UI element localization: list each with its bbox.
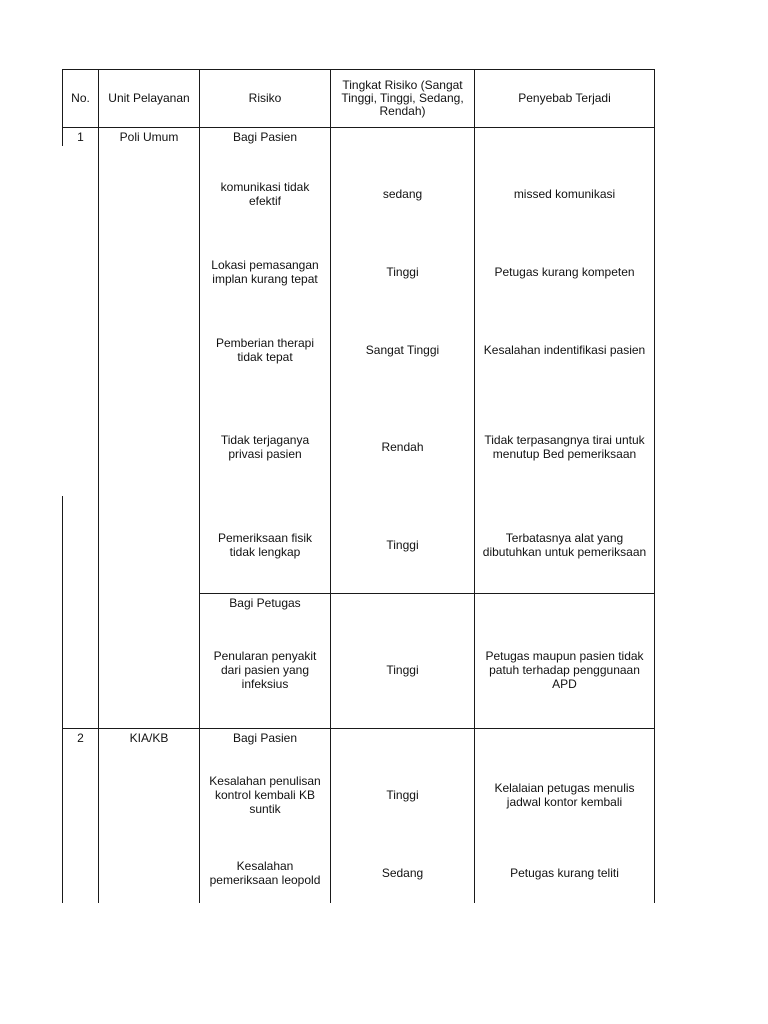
col-border-right (654, 69, 655, 903)
col-divider-no-unit (98, 69, 99, 903)
header-penyebab-terjadi: Penyebab Terjadi (518, 91, 611, 105)
unit1-row5-risiko: Pemeriksaan fisik tidak lengkap (217, 531, 313, 559)
header-no: No. (71, 91, 90, 105)
unit1-row1-penyebab: missed komunikasi (513, 187, 616, 201)
unit2-group-pasien: Bagi Pasien (232, 731, 298, 745)
unit2-row1-tingkat: Tinggi (386, 788, 419, 802)
header-risiko: Risiko (248, 91, 282, 105)
unit1-row6-penyebab: Petugas maupun pasien tidak patuh terhadap penggunaan APD (485, 649, 644, 691)
header-tingkat-risiko: Tingkat Risiko (Sangat Tinggi, Tinggi, Sedang, Rendah) (341, 78, 464, 118)
unit1-row1-risiko: komunikasi tidak efektif (220, 180, 310, 208)
unit1-number: 1 (77, 130, 84, 144)
unit1-row2-penyebab: Petugas kurang kompeten (494, 265, 635, 279)
unit2-row2-tingkat: Sedang (381, 866, 424, 880)
unit1-row4-tingkat: Rendah (381, 440, 424, 454)
unit1-name: Poli Umum (119, 130, 179, 144)
unit1-row2-risiko: Lokasi pemasangan implan kurang tepat (211, 258, 319, 286)
unit2-row1-penyebab: Kelalaian petugas menulis jadwal kontor kembali (494, 781, 635, 809)
unit1-row4-risiko: Tidak terjaganya privasi pasien (220, 433, 310, 461)
unit1-row6-tingkat: Tinggi (386, 663, 419, 677)
header-unit-pelayanan: Unit Pelayanan (108, 91, 190, 105)
unit1-row5-tingkat: Tinggi (386, 538, 419, 552)
unit1-group-petugas: Bagi Petugas (229, 596, 301, 610)
unit1-row4-penyebab: Tidak terpasangnya tirai untuk menutup Bed pemeriksaan (484, 433, 645, 461)
unit1-row6-risiko: Penularan penyakit dari pasien yang infeksius (213, 649, 317, 691)
unit2-number: 2 (77, 731, 84, 745)
unit2-name: KIA/KB (129, 731, 169, 745)
col-border-left-fragment (62, 496, 63, 903)
unit2-row1-risiko: Kesalahan penulisan kontrol kembali KB suntik (209, 774, 321, 816)
unit2-row2-penyebab: Petugas kurang teliti (510, 866, 619, 880)
unit1-row3-risiko: Pemberian therapi tidak tepat (215, 336, 315, 364)
unit1-row2-tingkat: Tinggi (386, 265, 419, 279)
unit1-row3-penyebab: Kesalahan indentifikasi pasien (483, 343, 646, 357)
unit2-row2-risiko: Kesalahan pemeriksaan leopold (209, 859, 321, 887)
unit1-row1-tingkat: sedang (382, 187, 423, 201)
unit1-row3-tingkat: Sangat Tinggi (365, 343, 440, 357)
unit1-row5-penyebab: Terbatasnya alat yang dibutuhkan untuk pemeriksaan (482, 531, 647, 559)
unit1-group-pasien: Bagi Pasien (232, 130, 298, 144)
